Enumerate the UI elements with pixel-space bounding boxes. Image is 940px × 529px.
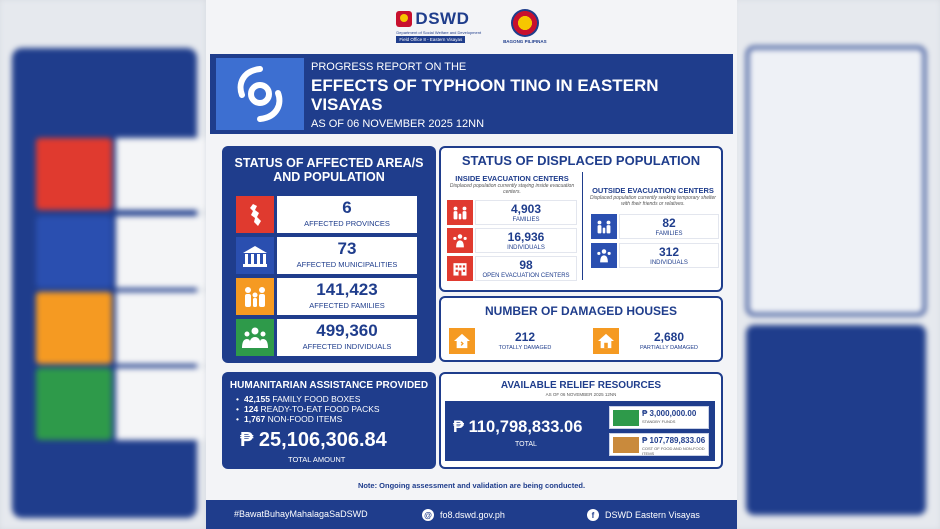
- standby-funds-box: [609, 406, 709, 429]
- displaced-panel: [439, 146, 723, 292]
- globe-icon: @: [422, 509, 434, 521]
- affected-area-title: STATUS OF AFFECTED AREA/S AND POPULATION: [234, 156, 424, 184]
- dswd-emblem-icon: [396, 11, 412, 27]
- humanitarian-list: [236, 394, 380, 424]
- field-office-label: Field Office 8 - Eastern Visayas: [396, 36, 465, 43]
- affected-provinces-row: [236, 196, 417, 233]
- hashtag: #BawatBuhayMahalagaSaDSWD: [234, 509, 368, 519]
- family-icon: [447, 200, 473, 225]
- outside-individuals-value: 312: [658, 245, 680, 259]
- affected-provinces-label: AFFECTED PROVINCES: [304, 219, 390, 228]
- relief-resources-panel: [439, 372, 723, 469]
- affected-municipalities-row: [236, 237, 417, 274]
- stockpile-box: [609, 433, 709, 456]
- open-ec-value: 98: [519, 258, 533, 272]
- outside-individuals-label: INDIVIDUALS: [650, 260, 688, 266]
- affected-families-label: AFFECTED FAMILIES: [309, 301, 385, 310]
- standby-funds-label: STANDBY FUNDS: [642, 419, 676, 424]
- damaged-houses-title: NUMBER OF DAMAGED HOUSES: [484, 304, 677, 318]
- dswd-logo: [396, 9, 481, 43]
- logo-bar: [206, 0, 737, 52]
- footer: [206, 500, 737, 529]
- affected-individuals-label: AFFECTED INDIVIDUALS: [302, 342, 392, 351]
- open-ec-row: [447, 256, 577, 281]
- humanitarian-title: HUMANITARIAN ASSISTANCE PROVIDED: [229, 380, 429, 391]
- humanitarian-panel: [222, 372, 436, 469]
- report-label: PROGRESS REPORT ON THE: [311, 61, 467, 73]
- facebook-text: DSWD Eastern Visayas: [605, 510, 700, 520]
- list-item: • 42,155 FAMILY FOOD BOXES: [236, 394, 380, 404]
- affected-families-value: 141,423: [316, 280, 378, 299]
- affected-municipalities-label: AFFECTED MUNICIPALITIES: [296, 260, 398, 269]
- affected-provinces-value: 6: [342, 198, 352, 217]
- outside-ec-desc: Displaced population currently seeking temporary shelter with their friends or relatives.: [590, 195, 716, 207]
- relief-total-label: TOTAL: [515, 441, 537, 448]
- cash-icon: [613, 410, 639, 426]
- list-item: • 124 READY-TO-EAT FOOD PACKS: [236, 404, 380, 414]
- totally-damaged-label: TOTALLY DAMAGED: [498, 345, 552, 351]
- damaged-house-icon: [449, 328, 475, 354]
- inside-individuals-value: 16,936: [507, 230, 545, 244]
- background-left-blur: [0, 0, 205, 529]
- people-icon: [236, 319, 274, 356]
- family-icon: [236, 278, 274, 315]
- section-divider: [582, 172, 583, 280]
- partially-damaged-value: 2,680: [653, 330, 685, 344]
- title-banner: [210, 54, 733, 134]
- outside-ec-title: OUTSIDE EVACUATION CENTERS: [592, 186, 714, 195]
- outside-families-label: FAMILIES: [655, 231, 683, 237]
- outside-families-value: 82: [662, 216, 676, 230]
- standby-funds-value: ₱ 3,000,000.00: [642, 409, 697, 418]
- affected-area-panel: [222, 146, 436, 363]
- bagong-pilipinas-sun-icon: [511, 9, 539, 37]
- outside-families-row: [591, 214, 719, 239]
- assessment-note: Note: Ongoing assessment and validation are being conducted.: [357, 481, 586, 490]
- partially-damaged-label: PARTIALLY DAMAGED: [640, 345, 698, 351]
- affected-municipalities-value: 73: [337, 239, 357, 258]
- report-title: EFFECTS OF TYPHOON TINO IN EASTERN VISAYAS: [311, 76, 659, 114]
- map-icon: [236, 196, 274, 233]
- inside-ec-desc: Displaced population currently staying inside evacuation centers.: [449, 183, 575, 195]
- humanitarian-total-amount: ₱ 25,106,306.84: [240, 429, 387, 451]
- typhoon-icon: [216, 58, 304, 130]
- infographic: [206, 0, 737, 529]
- family-icon: [591, 214, 617, 239]
- facebook-icon: f: [587, 509, 599, 521]
- people-icon: [447, 228, 473, 253]
- inside-ec-title: INSIDE EVACUATION CENTERS: [455, 174, 569, 183]
- background-right-blur: [735, 0, 940, 529]
- relief-total-amount: ₱ 110,798,833.06: [453, 418, 583, 436]
- website-link[interactable]: [422, 509, 505, 521]
- building-icon: [447, 256, 473, 281]
- open-ec-label: OPEN EVACUATION CENTERS: [482, 273, 570, 279]
- displaced-title: STATUS OF DISPLACED POPULATION: [461, 153, 701, 168]
- relief-summary: [445, 401, 715, 461]
- partially-damaged-box: [621, 328, 717, 354]
- stockpile-label: COST OF FOOD AND NON-FOOD ITEMS: [642, 446, 705, 456]
- totally-damaged-value: 212: [514, 330, 536, 344]
- affected-families-row: [236, 278, 417, 315]
- bagong-pilipinas-logo: [503, 9, 547, 44]
- outside-individuals-row: [591, 243, 719, 268]
- city-hall-icon: [236, 237, 274, 274]
- partially-damaged-house-icon: [593, 328, 619, 354]
- inside-families-label: FAMILIES: [512, 217, 540, 223]
- website-text: fo8.dswd.gov.ph: [440, 510, 505, 520]
- affected-individuals-row: [236, 319, 417, 356]
- food-box-icon: [613, 437, 639, 453]
- dswd-subtitle: Department of Social Welfare and Development: [396, 30, 482, 35]
- relief-date: AS OF 06 NOVEMBER 2025 12NN: [545, 392, 617, 397]
- totally-damaged-box: [477, 328, 573, 354]
- humanitarian-total-label: TOTAL AMOUNT: [288, 455, 346, 464]
- inside-individuals-label: INDIVIDUALS: [507, 245, 545, 251]
- inside-families-value: 4,903: [510, 202, 542, 216]
- bagong-pilipinas-text: BAGONG PILIPINAS: [503, 38, 547, 44]
- affected-individuals-value: 499,360: [316, 321, 378, 340]
- inside-individuals-row: [447, 228, 577, 253]
- report-date: AS OF 06 NOVEMBER 2025 12NN: [311, 118, 485, 130]
- list-item: • 1,767 NON-FOOD ITEMS: [236, 414, 380, 424]
- damaged-houses-panel: [439, 296, 723, 362]
- dswd-logo-text: DSWD: [415, 9, 470, 28]
- inside-families-row: [447, 200, 577, 225]
- relief-title: AVAILABLE RELIEF RESOURCES: [500, 380, 662, 391]
- stockpile-value: ₱ 107,789,833.06: [642, 436, 706, 445]
- facebook-link[interactable]: [587, 509, 700, 521]
- people-icon: [591, 243, 617, 268]
